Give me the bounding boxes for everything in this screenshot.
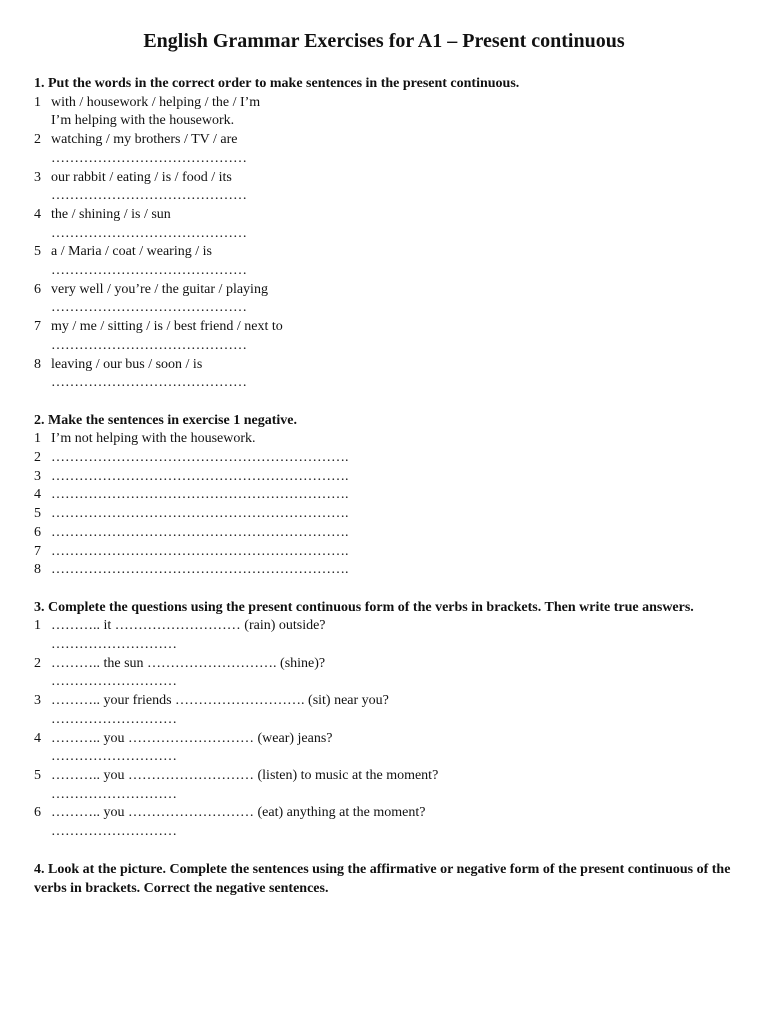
exercise-3-item — [34, 655, 734, 692]
item-number: 7 — [34, 319, 41, 335]
section-gap — [34, 580, 734, 599]
question-line: ……….. your friends ………………………. (sit) near you? — [51, 693, 389, 709]
exercise-2-item — [34, 430, 734, 449]
item-number: 4 — [34, 487, 41, 503]
item-number: 3 — [34, 468, 41, 484]
item-number: 6 — [34, 281, 41, 297]
page-title: English Grammar Exercises for A1 – Present continuous — [143, 30, 625, 52]
exercise-1-item — [34, 94, 734, 131]
item-number: 6 — [34, 524, 41, 540]
item-content — [51, 131, 734, 168]
exercise-2-item — [34, 449, 734, 468]
answer-line: ……………………… — [51, 674, 177, 690]
item-content — [51, 767, 734, 804]
exercise-2-item — [34, 505, 734, 524]
exercise-2-item — [34, 486, 734, 505]
item-content — [51, 318, 734, 355]
item-content — [51, 206, 734, 243]
exercise-1 — [34, 75, 734, 393]
item-number: 7 — [34, 543, 41, 559]
item-number: 5 — [34, 767, 41, 783]
item-content — [51, 430, 734, 449]
item-number: 2 — [34, 450, 41, 466]
item-content — [51, 169, 734, 206]
answer-line: ……………………… — [51, 824, 177, 840]
item-content — [51, 505, 734, 524]
item-content — [51, 561, 734, 580]
exercise-4 — [34, 860, 734, 898]
item-content — [51, 617, 734, 654]
item-number: 5 — [34, 506, 41, 522]
answer-line: ……………………… — [51, 711, 177, 727]
answer-line: I’m not helping with the housework. — [51, 431, 256, 447]
exercise-2-item — [34, 524, 734, 543]
exercise-2-item — [34, 561, 734, 580]
exercise-1-item — [34, 281, 734, 318]
exercise-2 — [34, 412, 734, 580]
exercise-2-item — [34, 543, 734, 562]
word-prompt: a / Maria / coat / wearing / is — [51, 244, 212, 260]
answer-line: …………………………………… — [51, 375, 247, 391]
word-prompt: with / housework / helping / the / I’m — [51, 94, 261, 110]
item-content — [51, 356, 734, 393]
item-content — [51, 730, 734, 767]
question-line: ……….. you ……………………… (wear) jeans? — [51, 730, 333, 746]
exercise-1-item — [34, 169, 734, 206]
item-number: 8 — [34, 562, 41, 578]
exercise-4-heading: 4. Look at the picture. Complete the sentences using the affirmative or negative form of the present continuous of the verbs in brackets. Correct the negative sentences. — [34, 862, 731, 897]
section-gap — [34, 842, 734, 861]
exercise-1-item — [34, 206, 734, 243]
item-number: 4 — [34, 730, 41, 746]
item-number: 5 — [34, 244, 41, 260]
exercise-3-item — [34, 692, 734, 729]
item-content — [51, 804, 734, 841]
answer-line: …………………………………… — [51, 263, 247, 279]
answer-line: ………………………………………………………. — [51, 450, 349, 466]
exercise-1-item — [34, 318, 734, 355]
item-number: 3 — [34, 693, 41, 709]
item-number: 1 — [34, 431, 41, 447]
exercise-3 — [34, 599, 734, 842]
item-number: 8 — [34, 356, 41, 372]
exercise-2-item — [34, 468, 734, 487]
question-line: ……….. the sun ………………………. (shine)? — [51, 655, 326, 671]
exercise-1-item — [34, 131, 734, 168]
answer-line: ……………………… — [51, 637, 177, 653]
question-line: ……….. you ……………………… (eat) anything at the moment? — [51, 805, 426, 821]
item-number: 4 — [34, 206, 41, 222]
item-content — [51, 543, 734, 562]
answer-line: ………………………………………………………. — [51, 468, 349, 484]
item-number: 6 — [34, 805, 41, 821]
answer-line: ………………………………………………………. — [51, 524, 349, 540]
exercise-3-item — [34, 767, 734, 804]
word-prompt: watching / my brothers / TV / are — [51, 132, 238, 148]
section-gap — [34, 393, 734, 412]
answer-line: …………………………………… — [51, 188, 247, 204]
exercise-1-list — [34, 94, 734, 393]
exercise-1-item — [34, 243, 734, 280]
exercise-3-item — [34, 804, 734, 841]
answer-line: ………………………………………………………. — [51, 506, 349, 522]
item-content — [51, 524, 734, 543]
item-content — [51, 281, 734, 318]
exercise-3-heading: 3. Complete the questions using the present continuous form of the verbs in brackets. Then write true answers. — [34, 599, 694, 615]
item-number: 2 — [34, 655, 41, 671]
question-line: ……….. it ……………………… (rain) outside? — [51, 618, 326, 634]
word-prompt: very well / you’re / the guitar / playing — [51, 281, 268, 297]
answer-line: ………………………………………………………. — [51, 543, 349, 559]
answer-line: …………………………………… — [51, 300, 247, 316]
word-prompt: our rabbit / eating / is / food / its — [51, 169, 232, 185]
word-prompt: the / shining / is / sun — [51, 206, 171, 222]
item-number: 2 — [34, 132, 41, 148]
answer-line: …………………………………… — [51, 337, 247, 353]
item-content — [51, 94, 734, 131]
answer-line: I’m helping with the housework. — [51, 113, 235, 129]
item-number: 3 — [34, 169, 41, 185]
item-content — [51, 449, 734, 468]
item-content — [51, 243, 734, 280]
exercise-3-list — [34, 617, 734, 841]
exercise-3-item — [34, 730, 734, 767]
item-content — [51, 486, 734, 505]
exercise-2-heading: 2. Make the sentences in exercise 1 negative. — [34, 412, 297, 428]
item-content — [51, 468, 734, 487]
item-content — [51, 655, 734, 692]
word-prompt: my / me / sitting / is / best friend / next to — [51, 319, 283, 335]
exercise-1-item — [34, 356, 734, 393]
exercise-1-heading: 1. Put the words in the correct order to make sentences in the present continuous. — [34, 76, 520, 91]
answer-line: …………………………………… — [51, 225, 247, 241]
exercise-3-item — [34, 617, 734, 654]
answer-line: ……………………… — [51, 786, 177, 802]
answer-line: ………………………………………………………. — [51, 487, 349, 503]
word-prompt: leaving / our bus / soon / is — [51, 356, 203, 372]
item-content — [51, 692, 734, 729]
question-line: ……….. you ……………………… (listen) to music at the moment? — [51, 767, 439, 783]
answer-line: ………………………………………………………. — [51, 562, 349, 578]
answer-line: ……………………… — [51, 749, 177, 765]
item-number: 1 — [34, 94, 41, 110]
exercise-2-list — [34, 430, 734, 580]
item-number: 1 — [34, 618, 41, 634]
answer-line: …………………………………… — [51, 150, 247, 166]
